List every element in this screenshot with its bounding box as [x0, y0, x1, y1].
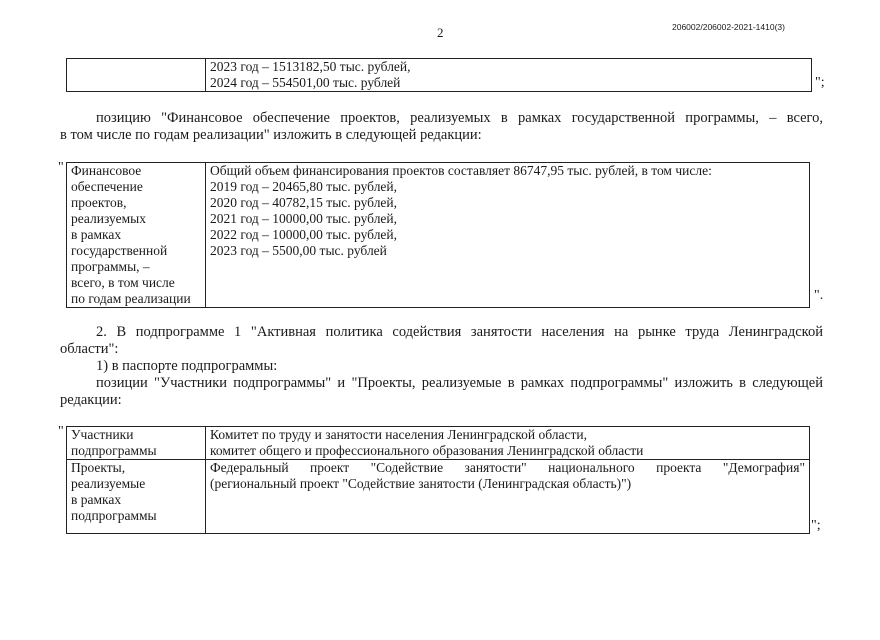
table1-left-cell	[67, 59, 206, 92]
label-line: программы, –	[71, 259, 150, 274]
table2-label-cell	[67, 163, 206, 308]
value-line: (региональный проект "Содействие занятости (Ленинградская область)")	[210, 476, 632, 491]
paragraph-line: 1) в паспорте подпрограммы:	[96, 358, 278, 374]
table1-right-cell	[206, 59, 812, 92]
table-financing	[66, 162, 810, 308]
projects-value-cell	[206, 460, 810, 534]
label-line: в рамках	[71, 227, 122, 242]
page-number: 2	[437, 25, 444, 40]
paragraph-line: позиции "Участники подпрограммы" и "Проекты, реализуемые в рамках подпрограммы" изложить в следующей	[96, 375, 823, 391]
participants-value-cell	[206, 427, 810, 460]
label-line: государственной	[71, 243, 168, 258]
label-line: по годам реализации	[71, 291, 191, 306]
document-id: 206002/206002-2021-1410(3)	[672, 22, 785, 32]
label-line: Проекты,	[71, 460, 126, 475]
value-line: 2021 год – 10000,00 тыс. рублей,	[210, 211, 398, 226]
table-subprogram	[66, 426, 810, 534]
paragraph-line: редакции:	[60, 392, 122, 408]
participants-label-cell	[67, 427, 206, 460]
value-line: Общий объем финансирования проектов составляет 86747,95 тыс. рублей, в том числе:	[210, 163, 712, 178]
label-line: подпрограммы	[71, 508, 157, 523]
label-line: реализуемые	[71, 476, 146, 491]
value-line: комитет общего и профессионального образования Ленинградской области	[210, 443, 644, 458]
table2-value-cell	[206, 163, 810, 308]
label-line: в рамках	[71, 492, 122, 507]
paragraph-line: позицию "Финансовое обеспечение проектов, реализуемых в рамках государственной программы, – всего,	[96, 110, 823, 126]
value-line: Комитет по труду и занятости населения Ленинградской области,	[210, 427, 588, 442]
projects-label-cell	[67, 460, 206, 534]
label-line: реализуемых	[71, 211, 146, 226]
label-line: всего, в том числе	[71, 275, 175, 290]
paragraph-line: 2. В подпрограмме 1 "Активная политика содействия занятости населения на рынке труда Ленинградской	[96, 324, 823, 340]
paragraph-line: области":	[60, 341, 119, 357]
label-line: проектов,	[71, 195, 127, 210]
table-continuation	[66, 58, 812, 92]
value-line: Федеральный проект "Содействие занятости" национального проекта "Демография"	[210, 460, 805, 475]
label-line: обеспечение	[71, 179, 143, 194]
label-line: подпрограммы	[71, 443, 157, 458]
table1-line: 2023 год – 1513182,50 тыс. рублей,	[210, 59, 411, 74]
label-line: Финансовое	[71, 163, 142, 178]
opening-quote-mark: "	[58, 160, 64, 175]
label-line: Участники	[71, 427, 134, 442]
opening-quote-mark: "	[58, 424, 64, 439]
closing-quote-mark: ";	[815, 75, 825, 90]
closing-quote-mark: ";	[811, 518, 821, 533]
value-line: 2023 год – 5500,00 тыс. рублей	[210, 243, 387, 258]
closing-quote-mark: ".	[814, 288, 824, 303]
value-line: 2019 год – 20465,80 тыс. рублей,	[210, 179, 398, 194]
value-line: 2020 год – 40782,15 тыс. рублей,	[210, 195, 398, 210]
value-line: 2022 год – 10000,00 тыс. рублей,	[210, 227, 398, 242]
table1-line: 2024 год – 554501,00 тыс. рублей	[210, 75, 401, 90]
paragraph-line: в том числе по годам реализации" изложить в следующей редакции:	[60, 127, 482, 143]
